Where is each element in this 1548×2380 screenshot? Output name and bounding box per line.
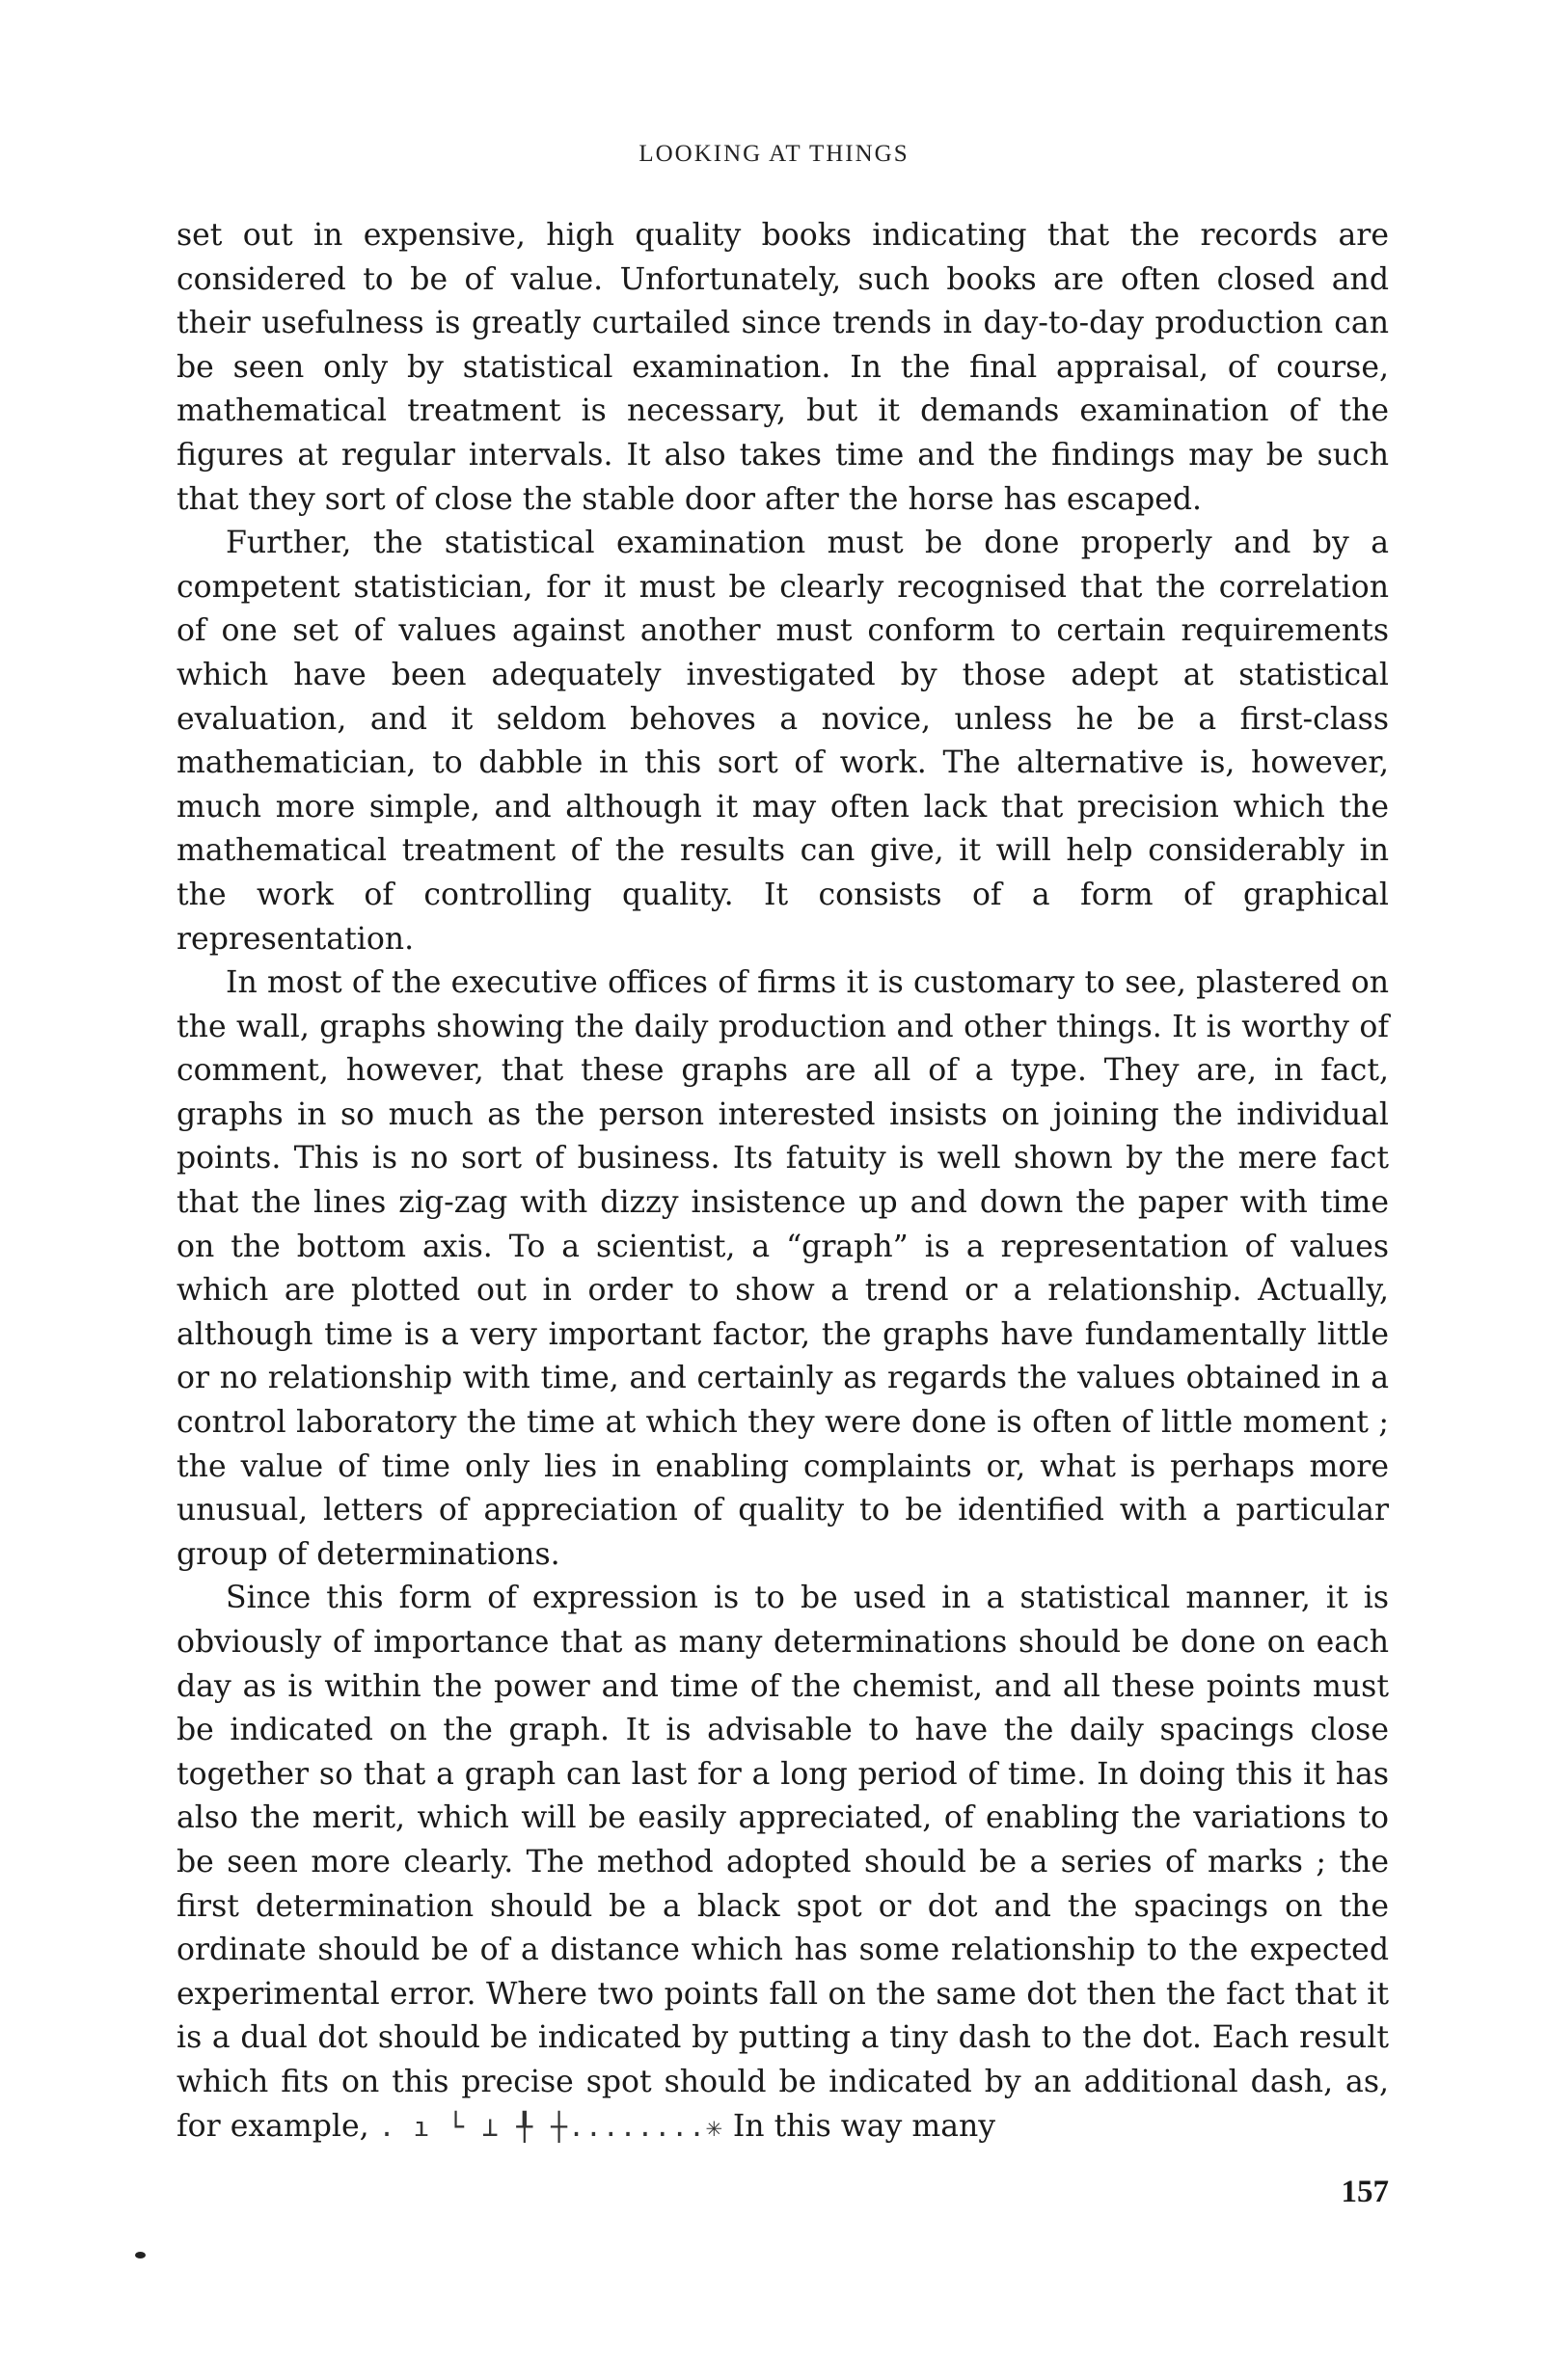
paragraph-1: set out in expensive, high quality books indicating that the records are considered to be of value. Unfortunately, such books are often closed and their usefulness is greatly curtailed since trends in day-to-day production can be seen only by statistical examination. In the final appraisal, of course, mathematical treatment is necessary, but it demands examination of the figures at regular intervals. It also takes time and the findings may be such that they sort of close the stable door after the horse has escaped. xyxy=(177,218,1389,517)
body-text xyxy=(177,214,1389,2149)
stray-mark xyxy=(135,2252,146,2258)
paragraph-4 xyxy=(177,1577,1389,2149)
page-number: 157 xyxy=(1341,2175,1389,2209)
paragraph-3: In most of the executive offices of firms it is customary to see, plastered on the wall, graphs showing the daily production and other things. It is worthy of comment, however, that these graphs are all of a type. They are, in fact, graphs in so much as the person interested insists on joining the individual points. This is no sort of business. Its fatuity is well shown by the mere fact that the lines zig-zag with dizzy insistence up and down the paper with time on the bottom axis. To a scientist, a “graph” is a representation of values which are plotted out in order to show a trend or a relationship. Actually, although time is a very important factor, the graphs have fundamentally little or no relationship with time, and certainly as regards the values obtained in a control laboratory the time at which they were done is often of little moment ; the value of time only lies in enabling complaints or, what is perhaps more unusual, letters of appreciation of quality to be identified with a particular group of determinations. xyxy=(177,965,1389,1572)
running-head: LOOKING AT THINGS xyxy=(638,141,910,167)
paragraph-4-ending: In this way many xyxy=(732,2108,996,2144)
paragraph-2: Further, the statistical examination must be done properly and by a competent statistician, for it must be clearly recognised that the correlation of one set of values against another must conform to certain requirements which have been adequately investigated by those adept at statistical evaluation, and it seldom behoves a novice, unless he be a first-class mathematician, to dabble in this sort of work. The alternative is, however, much more simple, and although it may often lack that precision which the mathematical treatment of the results can give, it will help considerably in the work of controlling quality. It consists of a form of graphical representation. xyxy=(177,526,1389,957)
dash-marks-example: . ı └ ⊥ ╀ ┼........✳ xyxy=(378,2110,723,2143)
paragraph-4-text: Since this form of expression is to be used in a statistical manner, it is obviously of importance that as many determinations should be done on each day as is within the power and time of the chemist, and all these points must be indicated on the graph. It is advisable to have the daily spacings close together so that a graph can last for a long period of time. In doing this it has also the merit, which will be easily appreciated, of enabling the variations to be seen more clearly. The method adopted should be a series of marks ; the first determination should be a black spot or dot and the spacings on the ordinate should be of a distance which has some relationship to the expected experimental error. Where two points fall on the same dot then the fact that it is a dual dot should be indicated by putting a tiny dash to the dot. Each result which fits on this precise spot should be indicated by an additional dash, as, for example, xyxy=(177,1581,1389,2144)
